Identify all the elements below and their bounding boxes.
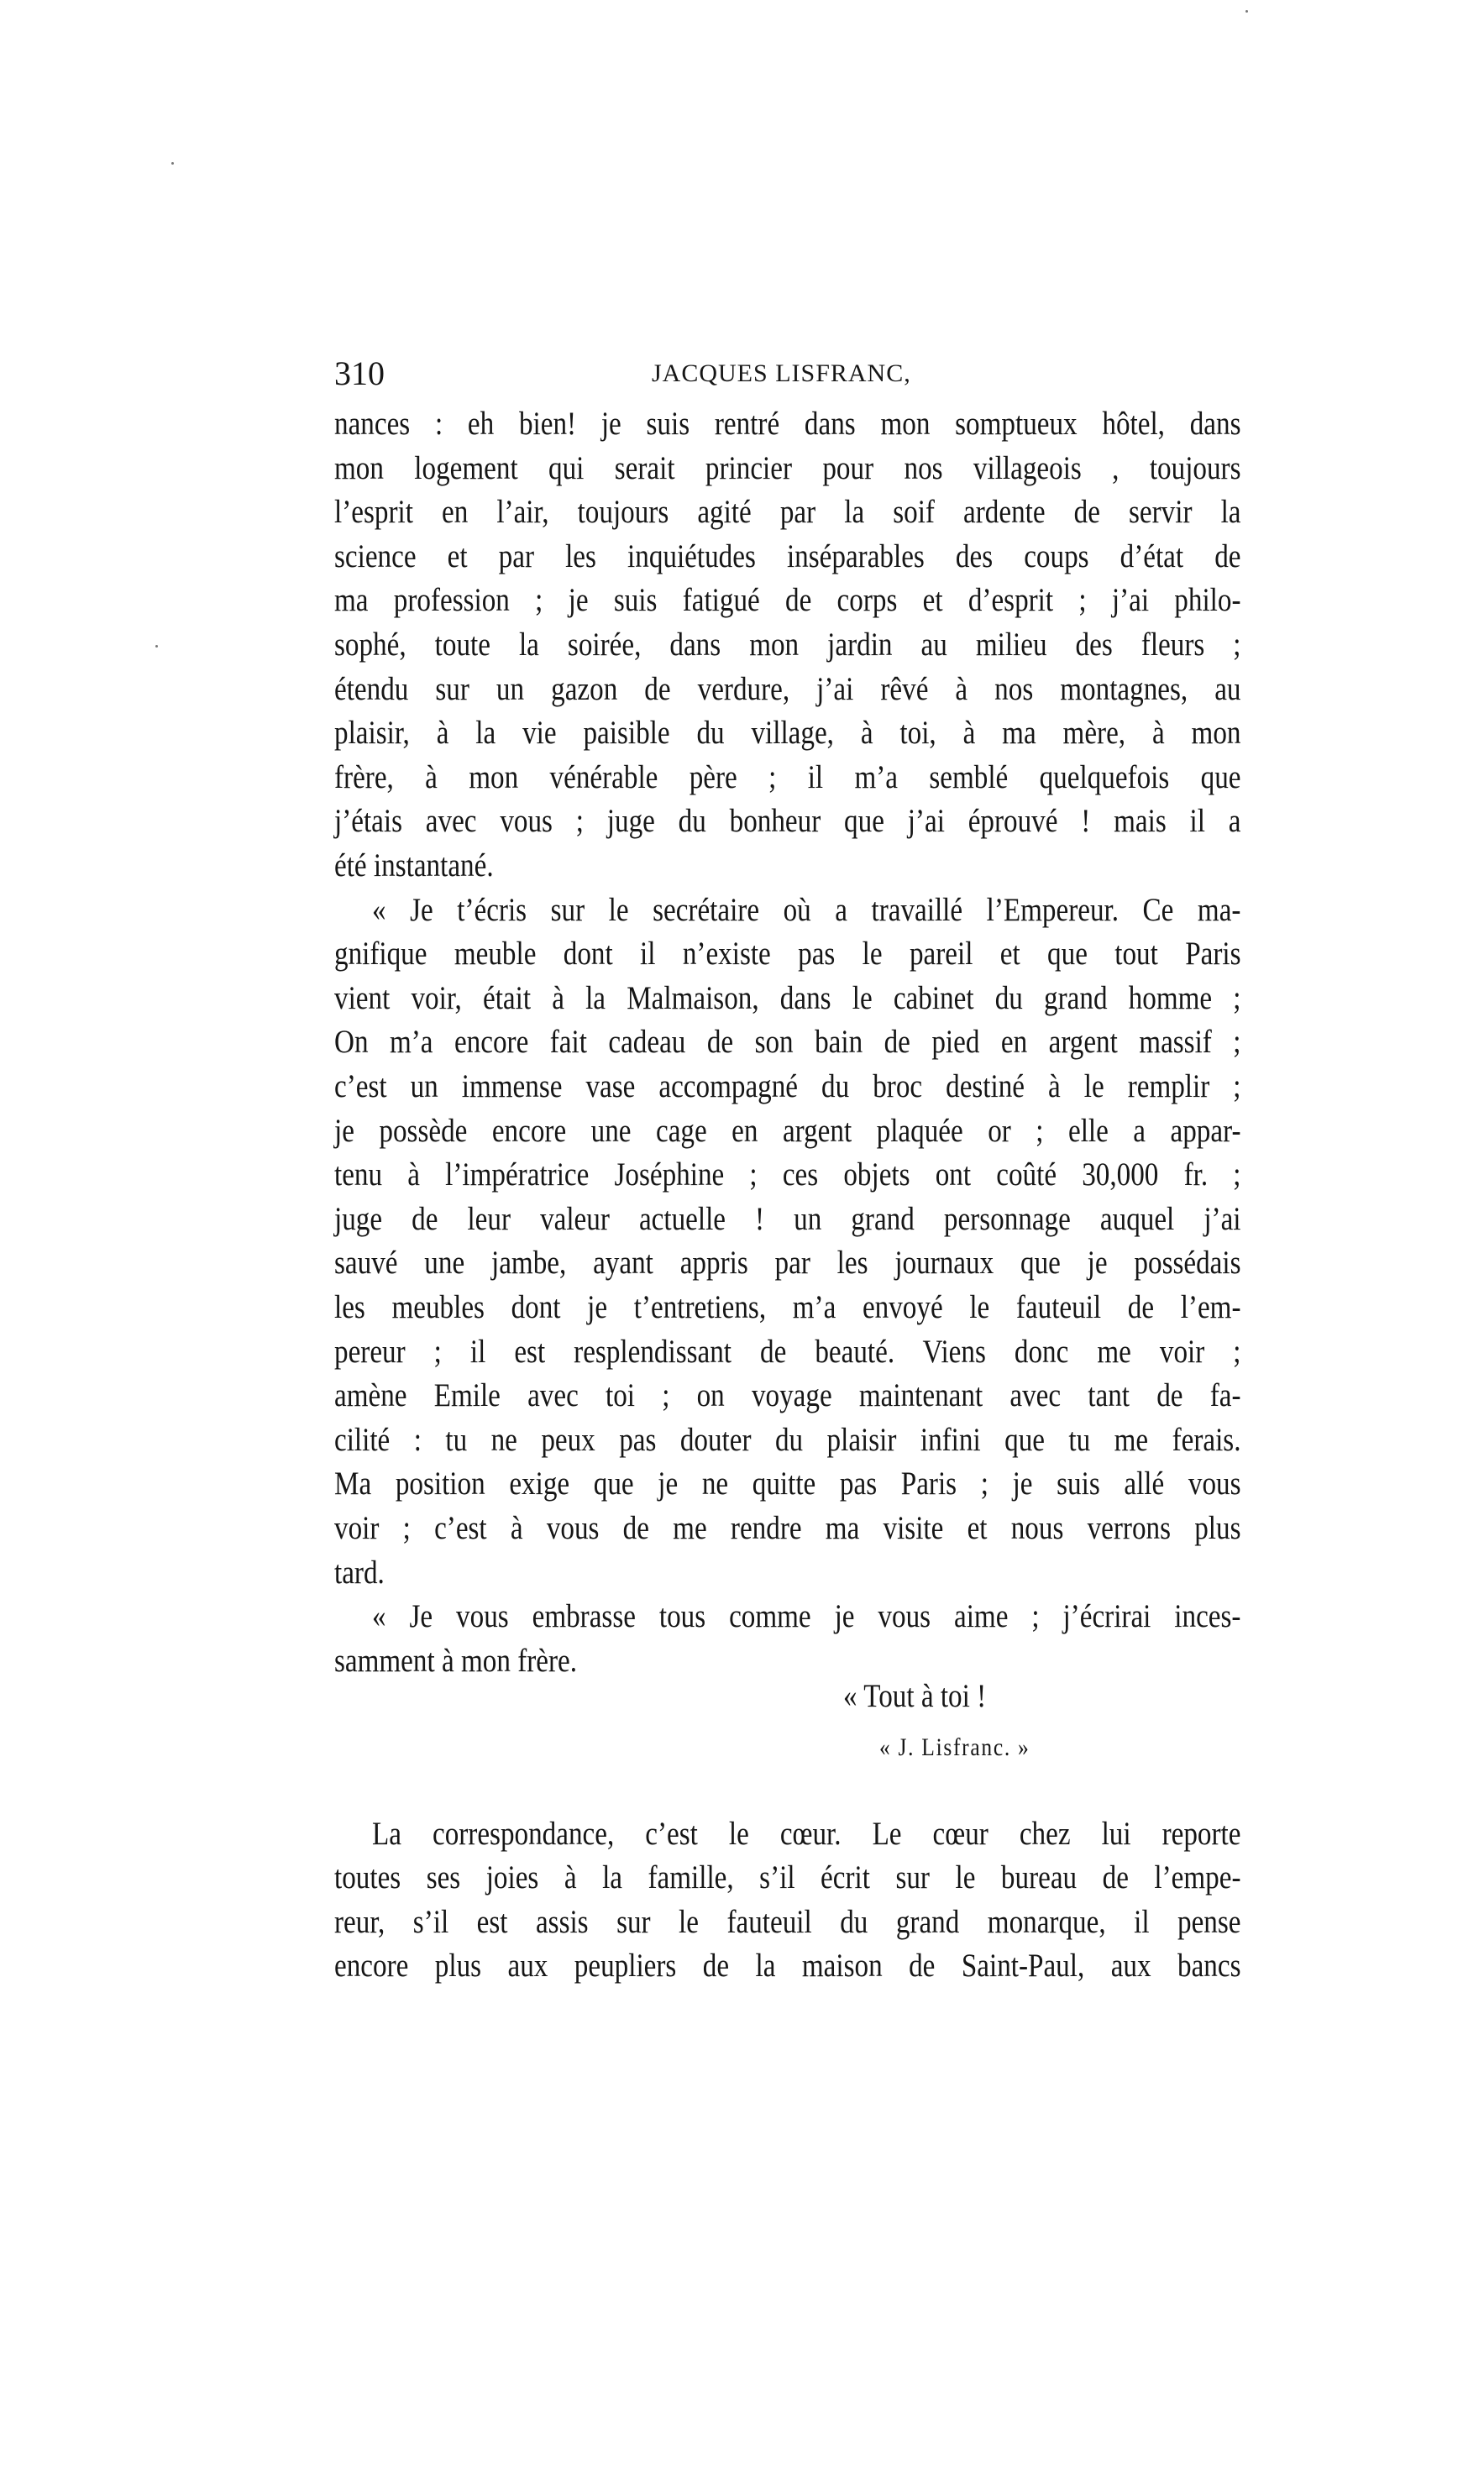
text-line: « Je t’écris sur le secrétaire où a travaillé l’Empereur. Ce ma- — [372, 891, 1241, 928]
text-line: plaisir, à la vie paisible du village, à toi, à ma mère, à mon — [334, 715, 1241, 752]
page-number: 310 — [334, 354, 385, 392]
text-line: Ma position exige que je ne quitte pas Paris ; je suis allé vous — [334, 1466, 1241, 1502]
text-line: l’esprit en l’air, toujours agité par la soif ardente de servir la — [334, 494, 1241, 531]
text-line: ma profession ; je suis fatigué de corps et d’esprit ; j’ai philo- — [334, 582, 1241, 619]
text-line: je possède encore une cage en argent plaquée or ; elle a appar- — [334, 1112, 1241, 1149]
text-line: pereur ; il est resplendissant de beauté. Viens donc me voir ; — [334, 1333, 1241, 1370]
text-line: sauvé une jambe, ayant appris par les journaux que je possédais — [334, 1245, 1241, 1282]
letter-signature: « J. Lisfranc. » — [879, 1733, 1030, 1761]
text-line: amène Emile avec toi ; on voyage maintenant avec tant de fa- — [334, 1377, 1241, 1414]
text-line: frère, à mon vénérable père ; il m’a semblé quelquefois que — [334, 758, 1241, 795]
letter-closing: « Tout à toi ! — [843, 1678, 987, 1714]
text-line: science et par les inquiétudes inséparables des coups d’état de — [334, 537, 1241, 574]
text-line: j’étais avec vous ; juge du bonheur que j’ai éprouvé ! mais il a — [334, 803, 1241, 840]
paper-speck — [1245, 10, 1248, 13]
text-line: tard. — [334, 1554, 385, 1591]
running-title: JACQUES LISFRANC, — [652, 359, 911, 387]
text-line: voir ; c’est à vous de me rendre ma visite et nous verrons plus — [334, 1510, 1241, 1546]
text-line: vient voir, était à la Malmaison, dans le cabinet du grand homme ; — [334, 979, 1241, 1016]
text-line: La correspondance, c’est le cœur. Le cœur chez lui reporte — [372, 1816, 1241, 1852]
text-line: tenu à l’impératrice Joséphine ; ces objets ont coûté 30,000 fr. ; — [334, 1156, 1241, 1193]
text-line: gnifique meuble dont il n’existe pas le pareil et que tout Paris — [334, 936, 1241, 973]
text-line: les meubles dont je t’entretiens, m’a envoyé le fauteuil de l’em- — [334, 1289, 1241, 1325]
text-line: « Je vous embrasse tous comme je vous aime ; j’écrirai inces- — [372, 1598, 1241, 1635]
text-line: juge de leur valeur actuelle ! un grand personnage auquel j’ai — [334, 1200, 1241, 1237]
text-line: été instantané. — [334, 847, 494, 884]
text-line: nances : eh bien! je suis rentré dans mon somptueux hôtel, dans — [334, 406, 1241, 442]
text-line: samment à mon frère. — [334, 1642, 578, 1679]
text-line: sophé, toute la soirée, dans mon jardin au milieu des fleurs ; — [334, 627, 1241, 663]
text-line: c’est un immense vase accompagné du broc destiné à le remplir ; — [334, 1068, 1241, 1104]
text-line: encore plus aux peupliers de la maison de Saint-Paul, aux bancs — [334, 1948, 1241, 1985]
text-line: toutes ses joies à la famille, s’il écrit sur le bureau de l’empe- — [334, 1859, 1241, 1896]
text-line: étendu sur un gazon de verdure, j’ai rêvé à nos montagnes, au — [334, 670, 1241, 707]
text-line: mon logement qui serait princier pour nos villageois , toujours — [334, 449, 1241, 486]
text-line: cilité : tu ne peux pas douter du plaisir infini que tu me ferais. — [334, 1421, 1241, 1458]
paper-speck — [155, 645, 158, 648]
text-line: reur, s’il est assis sur le fauteuil du grand monarque, il pense — [334, 1903, 1241, 1940]
text-line: On m’a encore fait cadeau de son bain de pied en argent massif ; — [334, 1024, 1241, 1061]
paper-speck — [171, 162, 174, 165]
